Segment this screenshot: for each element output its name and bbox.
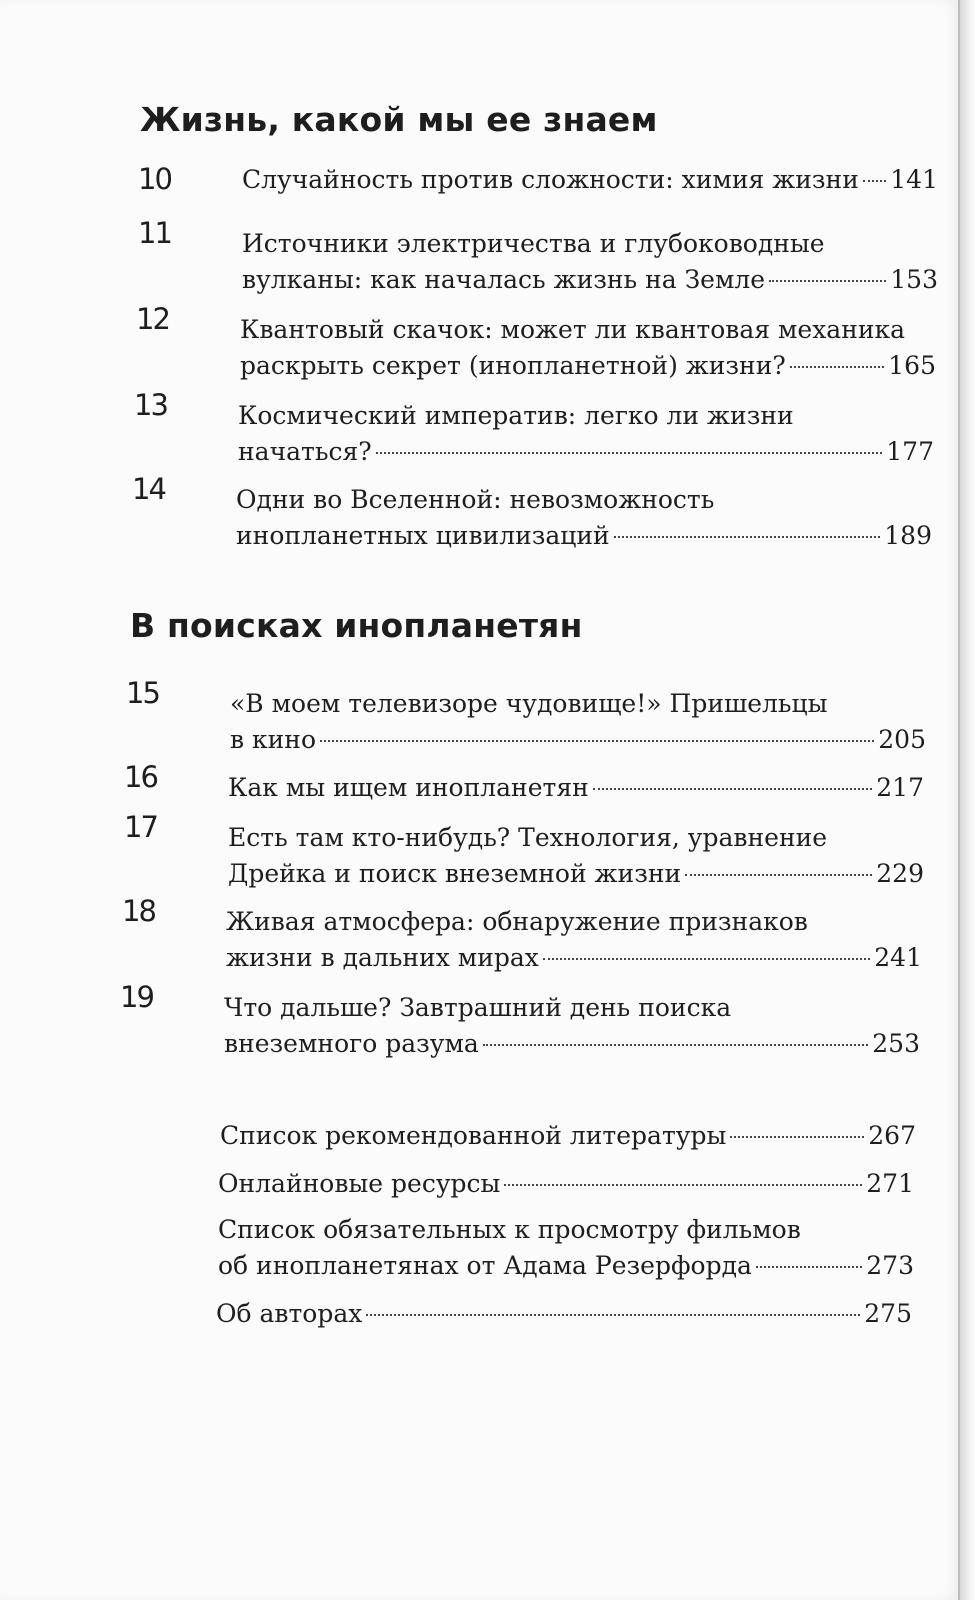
chapter-number: 19	[120, 980, 153, 1014]
leader-dots	[685, 874, 872, 876]
leader-dots	[863, 180, 886, 182]
leader-dots	[543, 958, 870, 960]
chapter-title-line: раскрыть секрет (инопланетной) жизни?	[240, 351, 786, 380]
page-number: 241	[874, 943, 922, 972]
chapter-title-line: внеземного разума	[224, 1029, 479, 1058]
chapter-number: 11	[138, 216, 171, 250]
section-title-search: В поисках инопланетян	[130, 606, 583, 645]
leader-dots	[366, 1314, 860, 1316]
page-number: 153	[890, 265, 938, 294]
page-number: 217	[876, 773, 924, 802]
chapter-title: Случайность против сложности: химия жизни	[242, 165, 859, 194]
chapter-title-line: вулканы: как началась жизнь на Земле	[242, 265, 766, 294]
chapter-title-line: Квантовый скачок: может ли квантовая механика	[240, 315, 906, 344]
page-number: 141	[890, 165, 938, 194]
chapter-number: 16	[124, 760, 157, 794]
chapter-title-line: Источники электричества и глубоководные	[242, 229, 825, 258]
page-number: 177	[886, 437, 934, 466]
leader-dots	[483, 1044, 868, 1046]
leader-dots	[790, 366, 884, 368]
chapter-title-line: Живая атмосфера: обнаружение признаков	[226, 907, 808, 936]
page-number: 273	[866, 1251, 914, 1280]
chapter-title-line: Космический императив: легко ли жизни	[238, 401, 794, 430]
leader-dots	[376, 452, 883, 454]
chapter-title-line: Что дальше? Завтрашний день поиска	[224, 993, 732, 1022]
chapter-title-line: инопланетных цивилизаций	[236, 521, 610, 550]
page-number: 275	[864, 1299, 912, 1328]
section-title-life: Жизнь, какой мы ее знаем	[140, 100, 658, 139]
chapter-number: 15	[126, 676, 159, 710]
chapter-title-line: Дрейка и поиск внеземной жизни	[228, 859, 682, 888]
chapter-title-line: начаться?	[238, 437, 372, 466]
leader-dots	[769, 280, 886, 282]
chapter-number: 17	[124, 810, 157, 844]
leader-dots	[614, 536, 881, 538]
chapter-title: Как мы ищем инопланетян	[228, 773, 589, 802]
page-edge	[960, 0, 976, 1600]
appendix-title: Онлайновые ресурсы	[218, 1169, 501, 1198]
appendix-title-line: Список обязательных к просмотру фильмов	[218, 1215, 801, 1244]
chapter-number: 13	[134, 388, 167, 422]
chapter-title-line: Есть там кто-нибудь? Технология, уравнение	[228, 823, 828, 852]
leader-dots	[730, 1136, 864, 1138]
leader-dots	[504, 1184, 862, 1186]
chapter-number: 14	[132, 472, 165, 506]
leader-dots	[593, 788, 873, 790]
page-number: 205	[878, 725, 926, 754]
page-number: 271	[866, 1169, 914, 1198]
chapter-number: 10	[138, 162, 171, 196]
page-number: 253	[872, 1029, 920, 1058]
page-number: 229	[876, 859, 924, 888]
page-number: 165	[888, 351, 936, 380]
appendix-title-line: об инопланетянах от Адама Резерфорда	[218, 1251, 752, 1280]
chapter-title-line: «В моем телевизоре чудовище!» Пришельцы	[230, 689, 828, 718]
chapter-number: 18	[122, 894, 155, 928]
leader-dots	[320, 740, 874, 742]
page-number: 267	[868, 1121, 916, 1150]
chapter-title-line: жизни в дальних мирах	[226, 943, 539, 972]
appendix-title: Список рекомендованной литературы	[220, 1121, 727, 1150]
page-number: 189	[884, 521, 932, 550]
appendix-title: Об авторах	[216, 1299, 363, 1328]
chapter-title-line: Одни во Вселенной: невозможность	[236, 485, 715, 514]
leader-dots	[756, 1266, 862, 1268]
chapter-title-line: в кино	[230, 725, 317, 754]
chapter-number: 12	[136, 302, 169, 336]
